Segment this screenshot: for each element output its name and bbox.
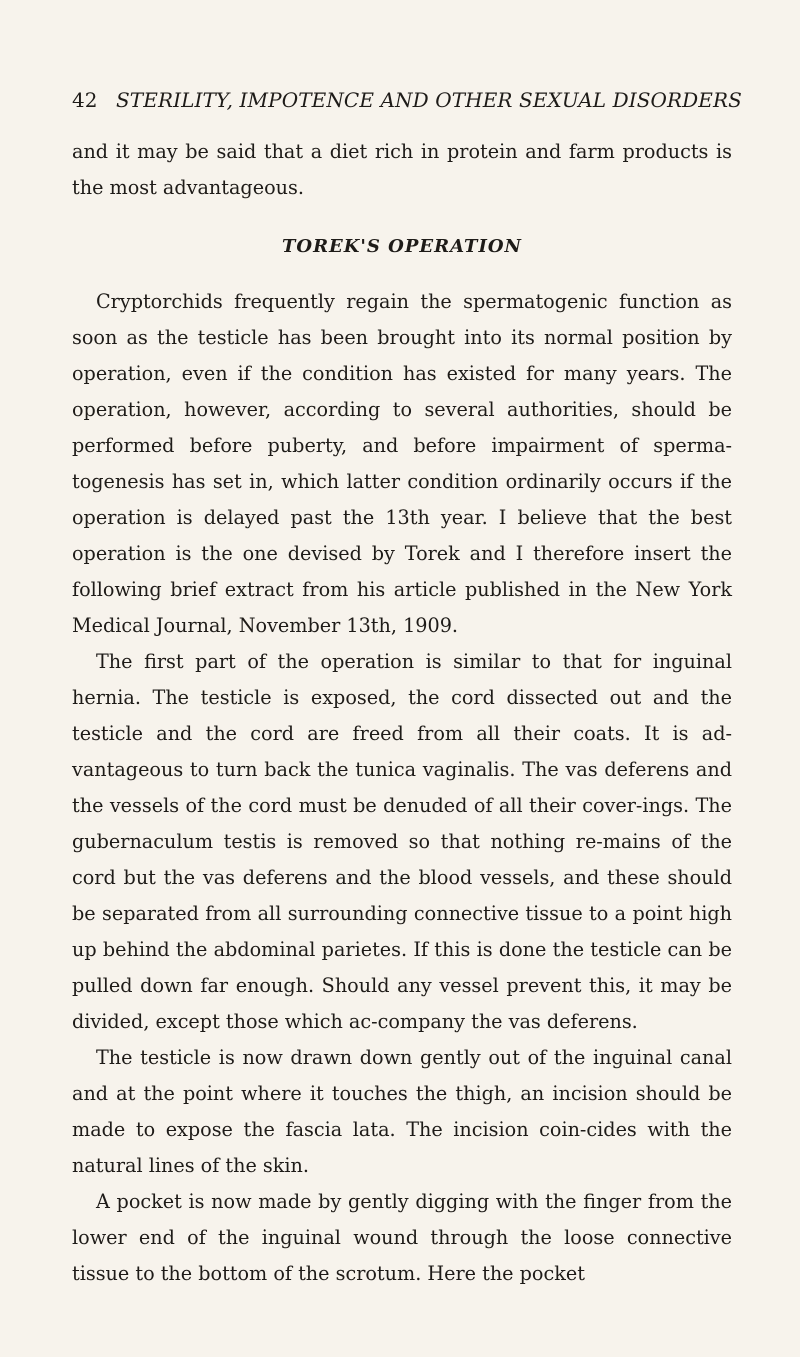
- paragraph-testicle-drawn: The testicle is now drawn down gently out of the inguinal canal and at the point where it touches the thigh, an incision should be made to expose the fascia lata. The incision coin-cides with the natural lines of the skin.: [72, 1046, 732, 1177]
- book-title: STERILITY, IMPOTENCE AND OTHER SEXUAL DISORDERS: [116, 88, 742, 112]
- running-header: [72, 86, 742, 114]
- opening-paragraph: and it may be said that a diet rich in protein and farm products is the most advantageous.: [72, 140, 732, 199]
- paragraph-pocket: A pocket is now made by gently digging with the finger from the lower end of the inguinal wound through the loose connective tissue to the bottom of the scrotum. Here the pocket: [72, 1190, 732, 1285]
- section-heading: TOREK'S OPERATION: [282, 236, 522, 257]
- page-number: 42: [72, 88, 98, 112]
- paragraph-first-part: The first part of the operation is similar to that for inguinal hernia. The testicle is exposed, the cord dissected out and the testicle and the cord are freed from all their coats. It is ad-vantageous to turn back the tunica vaginalis. The vas deferens and the vessels of the cord must be denuded of all their cover-ings. The gubernaculum testis is removed so that nothing re-mains of the cord but the vas deferens and the blood vessels, and these should be separated from all surrounding connective tissue to a point high up behind the abdominal parietes. If this is done the testicle can be pulled down far enough. Should any vessel prevent this, it may be divided, except those which ac-company the vas deferens.: [72, 650, 732, 1033]
- paragraph-cryptorchids: Cryptorchids frequently regain the spermatogenic function as soon as the testicle has been brought into its normal position by operation, even if the condition has existed for many years. The operation, however, according to several authorities, should be performed before puberty, and before impairment of sperma-togenesis has set in, which latter condition ordinarily occurs if the operation is delayed past the 13th year. I believe that the best operation is the one devised by Torek and I therefore insert the following brief extract from his article published in the New York Medical Journal, November 13th, 1909.: [72, 290, 732, 637]
- book-page: [72, 86, 742, 1292]
